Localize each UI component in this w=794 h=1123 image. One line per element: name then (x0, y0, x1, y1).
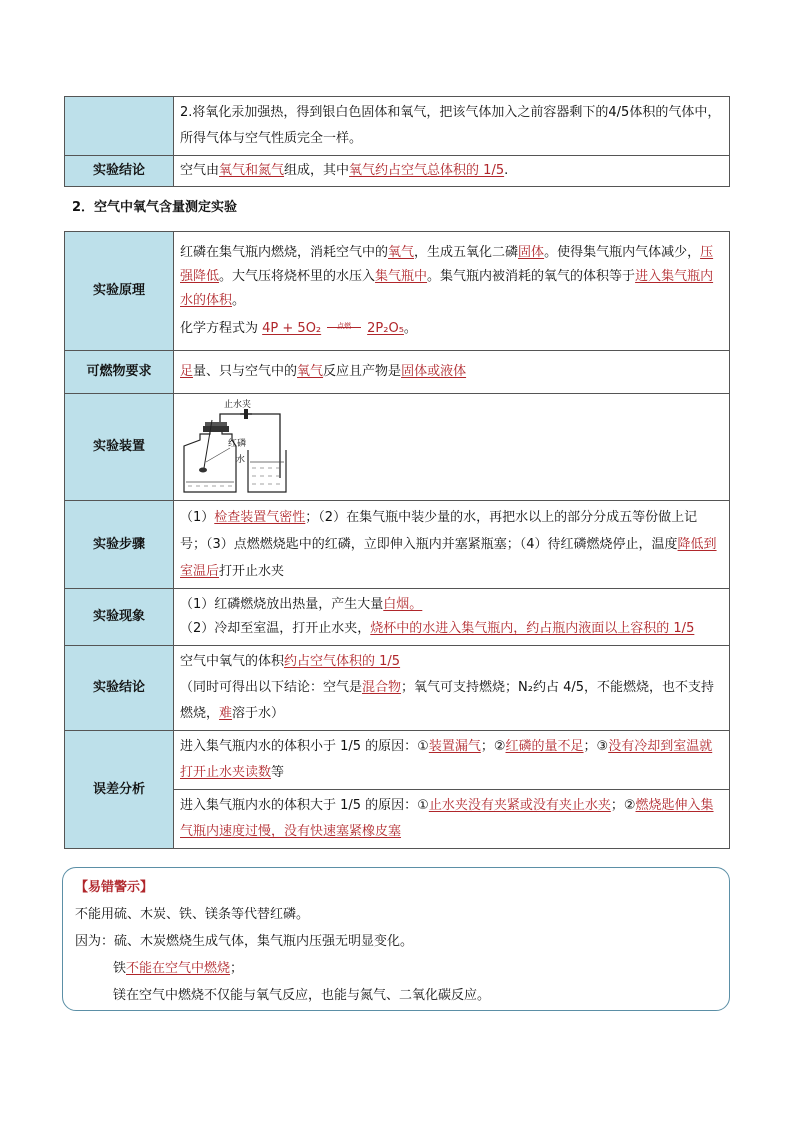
answer-text: 燃烧匙伸入集气瓶内速度过慢，没有快速塞紧橡皮塞 (180, 798, 714, 839)
answer-text: 进入集气瓶内水的体积 (180, 269, 714, 308)
table-cell (174, 232, 730, 351)
table-row (65, 646, 730, 731)
table-row (65, 501, 730, 589)
warning-line: 镁在空气中燃烧不仅能与氧气反应，也能与氮气、二氧化碳反应。 (113, 988, 491, 1003)
clamp-label: 止水夹 (224, 400, 252, 410)
table-row (65, 589, 730, 646)
equation-products: 2P₂O₅ (367, 321, 404, 336)
warning-title: 【易错警示】 (75, 880, 154, 895)
table-cell (174, 501, 730, 589)
answer-text: 不能在空气中燃烧 (126, 961, 231, 976)
text: 空气由 (180, 163, 220, 178)
table-row (65, 156, 730, 187)
row-label: 误差分析 (65, 731, 174, 849)
text: ；氧气可支持燃烧；N₂约占 4/5，不能燃烧，也不支持燃烧， (180, 680, 715, 721)
table-cell (174, 394, 730, 501)
table-row (65, 97, 730, 156)
table-row (65, 394, 730, 501)
text: 红磷在集气瓶内燃烧，消耗空气中的 (180, 245, 389, 260)
answer-text: 止水夹没有夹紧或没有夹止水夹 (428, 798, 611, 813)
answer-text: 氧气和氮气 (219, 163, 285, 178)
answer-text: 白烟。 (383, 597, 423, 612)
text: ，生成五氧化二磷 (414, 245, 519, 260)
apparatus-diagram (180, 398, 290, 496)
answer-text: 集气瓶中 (375, 269, 428, 284)
answer-text: 足 (180, 364, 194, 379)
row-label: 实验结论 (65, 156, 174, 187)
text: 反应且产物是 (323, 364, 402, 379)
table-air-composition (64, 96, 730, 187)
text: 铁 (113, 961, 127, 976)
text: （1）红磷燃烧放出热量，产生大量 (180, 597, 384, 612)
answer-text: 难 (219, 706, 233, 721)
reaction-condition: 点燃 (337, 322, 352, 330)
warning-line: 因为：硫、木炭燃烧生成气体，集气瓶内压强无明显变化。 (75, 934, 414, 949)
text: 。 (403, 321, 417, 336)
text: 溶于水） (232, 706, 285, 721)
table-oxygen-experiment (64, 231, 730, 849)
text: ；（2）在集气瓶中装少量的水，再把水以上的部分分成五等份做上记号；（3）点燃燃烧匙中的红磷，立即伸入瓶内并塞紧瓶塞；（4）待红磷燃烧停止，温度 (180, 510, 698, 552)
answer-text: 红磷的量不足 (505, 739, 584, 754)
chemical-equation (262, 317, 404, 341)
warning-line (75, 955, 717, 982)
answer-text: 压强降低 (180, 245, 714, 284)
answer-text: 混合物 (362, 680, 402, 695)
row-label-empty (65, 97, 174, 156)
warning-box (62, 867, 730, 1011)
answer-text: 没有冷却到室温就打开止水夹读数 (180, 739, 713, 780)
text: 等 (271, 765, 285, 780)
text: 进入集气瓶内水的体积小于 1/5 的原因：① (180, 739, 429, 754)
phenomenon-line-2 (180, 617, 723, 641)
answer-text: 装置漏气 (428, 739, 481, 754)
conclusion-line-2 (180, 675, 723, 727)
text: ；③ (583, 739, 609, 754)
table-row (65, 351, 730, 394)
row-label: 实验现象 (65, 589, 174, 646)
text: ；② (610, 798, 636, 813)
text: 。大气压将烧杯里的水压入 (219, 269, 376, 284)
row-label: 可燃物要求 (65, 351, 174, 394)
table-row (65, 232, 730, 351)
water-label: 水 (236, 455, 246, 465)
text: 化学方程式为 (180, 321, 259, 336)
answer-text: 降低到室温后 (180, 537, 717, 579)
conclusion-line-1 (180, 649, 723, 675)
table-row (65, 731, 730, 790)
table-cell (174, 589, 730, 646)
text: （1） (180, 510, 215, 525)
text: （2）冷却至室温，打开止水夹， (180, 621, 371, 636)
answer-text: 氧气 (297, 364, 324, 379)
text: 进入集气瓶内水的体积大于 1/5 的原因：① (180, 798, 429, 813)
text: 。集气瓶内被消耗的氧气的体积等于 (427, 269, 636, 284)
row-label: 实验装置 (65, 394, 174, 501)
principle-text (180, 241, 723, 313)
text: 量、只与空气中的 (193, 364, 298, 379)
answer-text: 氧气 (388, 245, 415, 260)
row-label: 实验结论 (65, 646, 174, 731)
table-cell (174, 97, 730, 156)
row-label: 实验步骤 (65, 501, 174, 589)
equation-reactants: 4P + 5O₂ (262, 321, 322, 336)
answer-text: 烧杯中的水进入集气瓶内，约占瓶内液面以上容积的 1/5 (370, 621, 695, 636)
text: 。 (232, 293, 246, 308)
table-cell (174, 156, 730, 187)
warning-line: 不能用硫、木炭、铁、镁条等代替红磷。 (75, 907, 310, 922)
row-label: 实验原理 (65, 232, 174, 351)
text: 空气中氧气的体积 (180, 654, 285, 669)
answer-text: 检查装置气密性 (214, 510, 306, 525)
text: . (504, 163, 509, 178)
table-cell (174, 790, 730, 849)
mercury-oxide-text: 2.将氧化汞加强热，得到银白色固体和氧气，把该气体加入之前容器剩下的4/5体积的气体中，所得气体与空气性质完全一样。 (180, 105, 721, 146)
answer-text: 约占空气体积的 1/5 (284, 654, 401, 669)
answer-text: 氧气约占空气总体积的 1/5 (349, 163, 505, 178)
answer-text: 固体或液体 (401, 364, 467, 379)
answer-text: 固体 (518, 245, 545, 260)
text: 组成，其中 (284, 163, 350, 178)
text: ； (230, 961, 244, 976)
table-cell (174, 351, 730, 394)
section-heading: 2．空气中氧气含量测定实验 (72, 200, 238, 215)
phenomenon-line-1 (180, 593, 723, 617)
reaction-arrow (327, 318, 361, 332)
table-cell (174, 731, 730, 790)
text: 打开止水夹 (219, 564, 285, 579)
equation-line (180, 317, 723, 341)
text: （同时可得出以下结论：空气是 (180, 680, 363, 695)
table-cell (174, 646, 730, 731)
text: 。使得集气瓶内气体减少， (544, 245, 701, 260)
phosphorus-label: 红磷 (228, 439, 247, 449)
text: ；② (480, 739, 506, 754)
